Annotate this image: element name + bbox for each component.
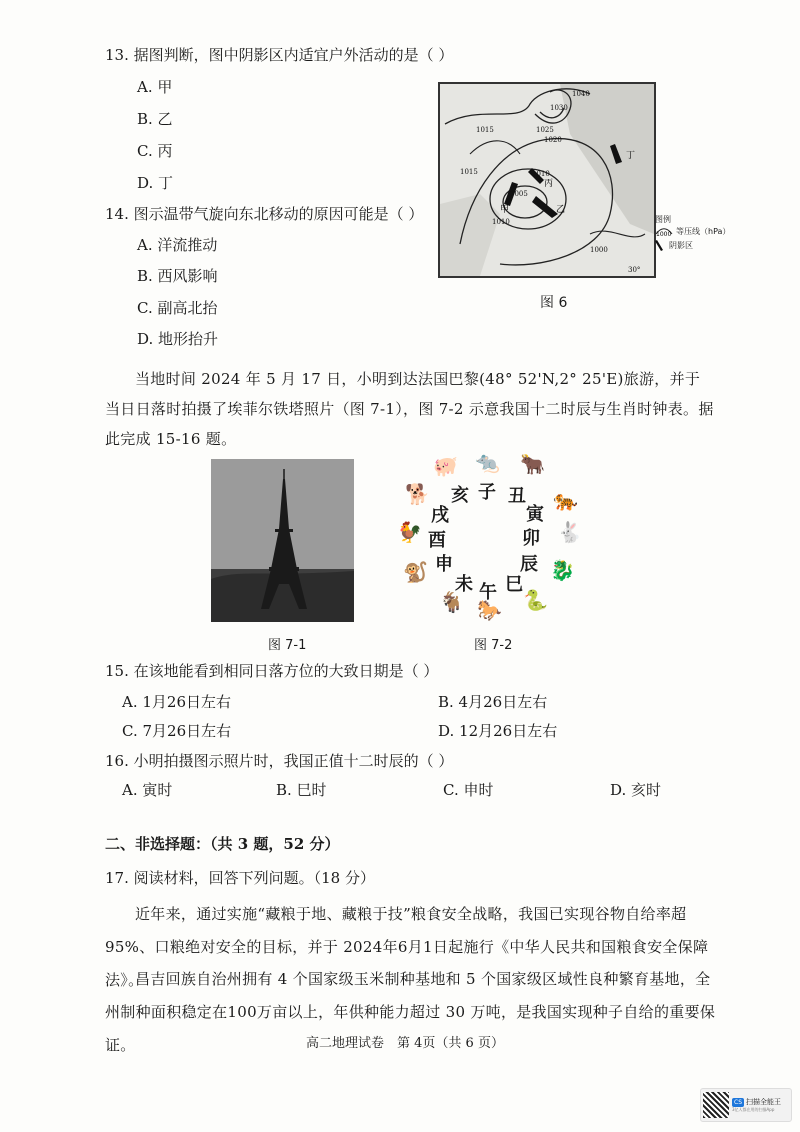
q16-option-d[interactable]: D. 亥时 (610, 781, 662, 799)
branch-shen: 申 (435, 554, 453, 575)
fig72-caption: 图 7-2 (474, 638, 513, 653)
isobar-label: 1025 (536, 126, 554, 134)
q16-stem: 16. 小明拍摄图示照片时，我国正值十二时辰的（ ） (105, 752, 454, 770)
isobar-label: 1005 (510, 190, 528, 198)
legend-isobar-row (655, 225, 735, 237)
q13-option-b[interactable]: B. 乙 (137, 110, 173, 128)
isobar-label: 1010 (532, 170, 550, 178)
latitude-label: 30° (628, 266, 641, 274)
branch-wu: 午 (479, 582, 497, 603)
legend-shade-row (655, 239, 735, 251)
legend-title: 图例 (655, 215, 671, 224)
isobar-label: 1015 (460, 168, 478, 176)
isobar-map-svg (440, 84, 654, 276)
watermark-sub: 3亿人都在用的扫描App (732, 1107, 775, 1112)
section-heading: 二、非选择题：（共 3 题，52 分） (105, 835, 340, 853)
branch-si: 巳 (505, 574, 523, 595)
map-legend (655, 214, 735, 264)
dog-icon: 🐕 (405, 482, 430, 506)
q15-option-a[interactable]: A. 1月26日左右 (122, 693, 231, 711)
isobar-label: 1010 (492, 218, 510, 226)
q16-option-a[interactable]: A. 寅时 (122, 781, 173, 799)
q14-option-a[interactable]: A. 洋流推动 (137, 236, 218, 254)
q16-option-b[interactable]: B. 巳时 (276, 781, 327, 799)
ox-icon: 🐂 (520, 452, 545, 476)
branch-mao: 卯 (522, 528, 540, 549)
rabbit-icon: 🐇 (557, 520, 582, 544)
monkey-icon: 🐒 (403, 560, 428, 584)
branch-xu: 戌 (431, 505, 449, 526)
cs-badge: CS (734, 1098, 742, 1106)
watermark-name: 扫描全能王 (746, 1098, 781, 1106)
q13-option-a[interactable]: A. 甲 (137, 78, 173, 96)
isobar-symbol-icon (655, 225, 673, 237)
branch-wei: 未 (455, 574, 473, 595)
q14-option-c[interactable]: C. 副高北抬 (137, 299, 218, 317)
snake-icon: 🐍 (523, 588, 548, 612)
goat-icon: 🐐 (439, 590, 464, 614)
rat-icon: 🐀 (475, 450, 500, 474)
fig6-caption: 图 6 (540, 295, 568, 311)
q15-option-d[interactable]: D. 12月26日左右 (438, 722, 558, 740)
zodiac-clock (395, 448, 595, 628)
shade-symbol-icon (655, 239, 665, 251)
branch-hai: 亥 (451, 485, 469, 506)
q14-stem: 14. 图示温带气旋向东北移动的原因可能是（ ） (105, 205, 424, 223)
q14-option-d[interactable]: D. 地形抬升 (137, 330, 219, 348)
eiffel-tower-icon (211, 459, 354, 622)
horse-icon: 🐎 (477, 598, 502, 622)
branch-zi: 子 (478, 482, 496, 503)
q17-paragraph-1: 近年来，通过实施“藏粮于地、藏粮于技”粮食安全战略，我国已实现谷物自给率超95%、口粮绝对安全的目标，并于 2024年6月1日起施行《中华人民共和国粮食安全保障法》。 (105, 905, 709, 989)
branch-chen: 辰 (520, 554, 538, 575)
branch-yin: 寅 (526, 504, 544, 525)
legend-isobar-value: 1000 (656, 231, 672, 237)
pig-icon: 🐖 (433, 454, 458, 478)
dragon-icon: 🐉 (550, 558, 575, 582)
branch-you: 酉 (428, 530, 446, 551)
isobar-label: 1015 (476, 126, 494, 134)
intro-paragraph: 当地时间 2024 年 5 月 17 日，小明到达法国巴黎(48° 52'N,2° 25'E)旅游，并于当日日落时拍摄了埃菲尔铁塔照片（图 7-1），图 7-2 示意我国十二时辰与生肖时钟表。据此完成 15-16 题。 (105, 370, 714, 448)
isobar-label: 1000 (590, 246, 608, 254)
rooster-icon: 🐓 (397, 520, 422, 544)
isobar-label: 1020 (544, 136, 562, 144)
place-jia: 甲 (500, 205, 510, 215)
watermark-text (732, 1097, 781, 1113)
isobar-label: 1030 (550, 104, 568, 112)
legend-isobar-label: 等压线（hPa） (676, 226, 731, 236)
scanner-watermark (700, 1088, 792, 1122)
qr-code-icon (703, 1092, 729, 1118)
page-footer: 高二地理试卷 第 4页（共 6 页） (306, 1036, 504, 1051)
q13-option-d[interactable]: D. 丁 (137, 174, 174, 192)
place-ding: 丁 (626, 151, 636, 161)
q15-stem: 15. 在该地能看到相同日落方位的大致日期是（ ） (105, 662, 439, 680)
place-bing: 丙 (544, 179, 554, 189)
q15-option-c[interactable]: C. 7月26日左右 (122, 722, 232, 740)
q17-paragraph-2: 昌吉回族自治州拥有 4 个国家级玉米制种基地和 5 个国家级区域性良种繁育基地，全州制种面积稳定在100万亩以上，年供种能力超过 30 万吨，是我国实现种子自给的重要保证。 (105, 970, 716, 1054)
q13-stem: 13. 据图判断，图中阴影区内适宜户外活动的是（ ） (105, 46, 454, 64)
q13-option-c[interactable]: C. 丙 (137, 142, 173, 160)
branch-chou: 丑 (508, 486, 526, 507)
fig71-caption: 图 7-1 (268, 638, 307, 653)
legend-shade-label: 阴影区 (669, 240, 693, 250)
q17-stem: 17. 阅读材料，回答下列问题。（18 分） (105, 869, 375, 887)
q15-option-b[interactable]: B. 4月26日左右 (438, 693, 548, 711)
q16-option-c[interactable]: C. 申时 (443, 781, 494, 799)
eiffel-tower-photo (211, 459, 354, 622)
tiger-icon: 🐅 (553, 488, 578, 512)
q14-option-b[interactable]: B. 西风影响 (137, 267, 218, 285)
weather-map (438, 82, 656, 278)
isobar-label: 1040 (572, 90, 590, 98)
place-yi: 乙 (556, 205, 566, 215)
